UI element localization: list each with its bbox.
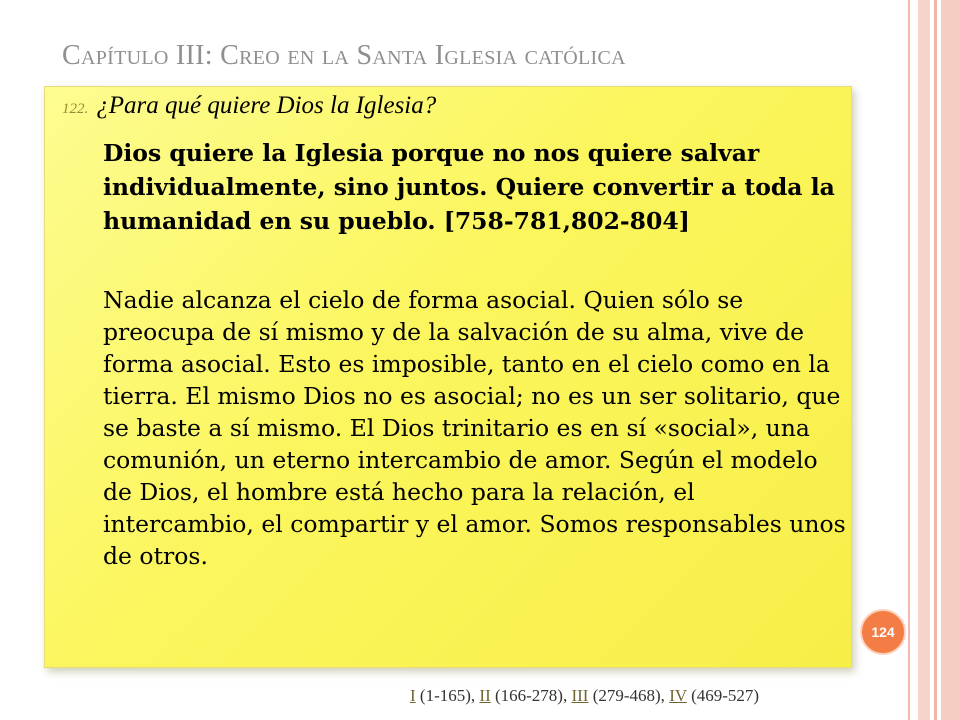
answer-explanation: Nadie alcanza el cielo de forma asocial. Quien sólo se preocupa de sí mismo y de la salvación de su alma, vive de forma asocial. Esto es imposible, tanto en el cielo como en la tierra. El mismo Dios no es asocial; no es un ser solitario, que se baste a sí mismo. El Dios trinitario es en sí «social», una comunión, un eterno intercambio de amor. Según el modelo de Dios, el hombre está hecho para la relación, el intercambio, el compartir y el amor. Somos responsables unos de otros. bbox=[103, 286, 846, 570]
link-part-iv[interactable]: IV bbox=[669, 686, 687, 705]
range-part-i: (1-165), bbox=[415, 686, 480, 705]
link-part-iii[interactable]: III bbox=[571, 686, 589, 705]
link-part-ii[interactable]: II bbox=[479, 686, 491, 705]
decorative-stripe bbox=[941, 0, 960, 720]
question-number: 122. bbox=[62, 101, 89, 117]
decorative-stripe bbox=[908, 0, 910, 720]
answer-summary: Dios quiere la Iglesia porque no nos quiere salvar individualmente, sino juntos. Quiere convertir a toda la humanidad en su pueblo. [758-781,802-804] bbox=[103, 139, 835, 235]
slide-title: Capítulo III: Creo en la Santa Iglesia católica bbox=[62, 40, 626, 71]
question-text: ¿Para qué quiere Dios la Iglesia? bbox=[96, 92, 437, 119]
page-number-badge: 124 bbox=[860, 609, 906, 655]
range-part-ii: (166-278), bbox=[490, 686, 572, 705]
decorative-stripe bbox=[934, 0, 937, 720]
footer-navigation bbox=[410, 686, 759, 706]
range-part-iii: (279-468), bbox=[588, 686, 670, 705]
decorative-stripe bbox=[918, 0, 930, 720]
question bbox=[62, 92, 436, 120]
link-part-i[interactable]: I bbox=[410, 686, 416, 705]
range-part-iv: (469-527) bbox=[686, 686, 760, 705]
